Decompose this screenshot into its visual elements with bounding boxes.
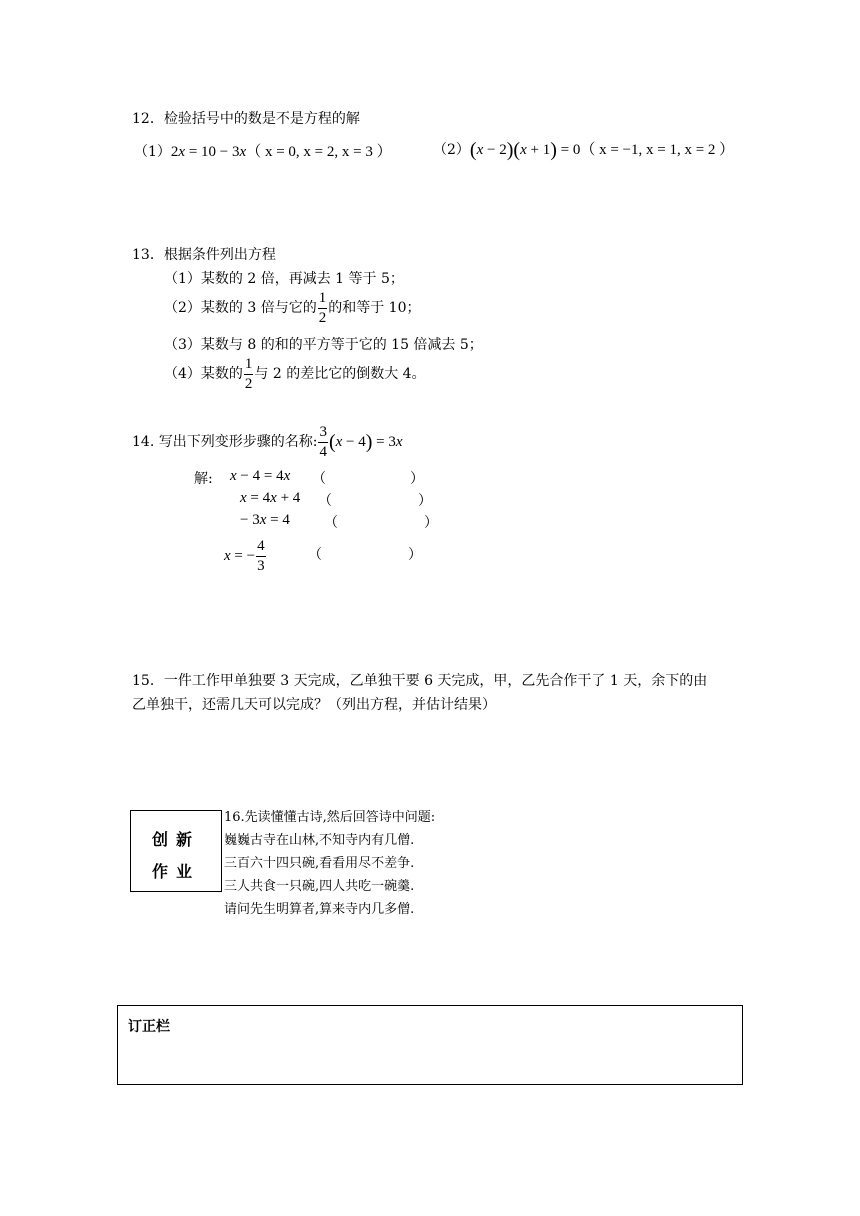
q14-step-1-blank-close: ）	[410, 471, 424, 487]
q12-part2	[433, 138, 734, 162]
fraction-one-half: $\frac{1}{2}$	[244, 355, 253, 392]
q14-step-1-blank-open: （	[312, 471, 326, 487]
q14-step-3-blank-open: （	[324, 515, 338, 531]
correction-box[interactable]	[117, 1005, 743, 1085]
q14-step-2-blank-open: （	[318, 493, 332, 509]
q14-step-3: − 3x = 4	[240, 512, 290, 528]
q14-step-3-blank-close: ）	[424, 515, 438, 531]
q14-step-4-blank-open: （	[308, 547, 322, 563]
poem-line: 请问先生明算者,算来寺内几多僧.	[224, 902, 415, 917]
q15-line-1: 15．一件工作甲单独要 3 天完成，乙单独干要 6 天完成，甲，乙先合作干了 1 天，余下的由	[132, 673, 708, 689]
creative-box-line-1: 创新	[151, 830, 200, 849]
q12-part2-candidates: （ x = −1, x = 1, x = 2 ）	[580, 142, 735, 158]
q15-line-2: 乙单独干，还需几天可以完成？（列出方程，并估计结果）	[132, 697, 496, 713]
poem-line: 三百六十四只碗,看看用尽不差争.	[224, 856, 415, 871]
q14-step-1: x − 4 = 4x	[230, 468, 291, 484]
fraction-one-half: $\frac{1}{2}$	[318, 289, 327, 326]
q12-part1	[134, 140, 392, 161]
q12-part2-label: （2）	[433, 142, 470, 158]
q14-title-line	[132, 420, 403, 464]
q12-part1-candidates: （ x = 0, x = 2, x = 3 ）	[246, 144, 392, 160]
q16-block	[224, 806, 435, 921]
q13-item-3: （3）某数与 8 的和的平方等于它的 15 倍减去 5；	[164, 337, 483, 353]
correction-label: 订正栏	[128, 1019, 170, 1035]
q14-solution-label: 解:	[194, 471, 213, 487]
poem-line: 三人共食一只碗,四人共吃一碗羹.	[224, 879, 415, 894]
fraction-three-quarters: $\frac{3}{4}$	[319, 423, 327, 460]
q13-item-4	[164, 352, 426, 396]
q16-title: 16.先读懂懂古诗,然后回答诗中问题:	[224, 810, 436, 825]
q12-part1-equation: 2x = 10 − 3x	[170, 144, 247, 160]
q13-item-4-pre: （4）某数的	[164, 366, 243, 382]
q14-step-2: x = 4x + 4	[240, 490, 301, 506]
q13-title: 13．根据条件列出方程	[132, 247, 276, 263]
q13-item-2-pre: （2）某数的 3 倍与它的	[164, 300, 317, 316]
q13-item-4-post: 与 2 的差比它的倒数大 4。	[254, 366, 426, 382]
q14-step-4: x = − $\frac{4}{3}$	[224, 537, 265, 574]
q14-step-4-blank-close: ）	[408, 547, 422, 563]
q14-equation: (x − 4) = 3x	[328, 431, 403, 453]
q13-item-1: （1）某数的 2 倍，再减去 1 等于 5；	[164, 271, 404, 287]
fraction-four-thirds: $\frac{4}{3}$	[257, 537, 265, 574]
creative-homework-box	[130, 810, 222, 892]
creative-box-line-2: 作业	[151, 862, 200, 881]
q12-title: 12．检验括号中的数是不是方程的解	[132, 111, 360, 127]
q12-part2-equation: (x − 2)(x + 1) = 0	[469, 139, 581, 161]
q13-item-2	[164, 286, 420, 330]
poem-line: 巍巍古寺在山林,不知寺内有几僧.	[224, 833, 415, 848]
q14-step-2-blank-close: ）	[418, 493, 432, 509]
q14-title: 14. 写出下列变形步骤的名称:	[132, 434, 318, 450]
q12-part1-label: （1）	[134, 144, 171, 160]
q13-item-2-post: 的和等于 10；	[328, 300, 421, 316]
